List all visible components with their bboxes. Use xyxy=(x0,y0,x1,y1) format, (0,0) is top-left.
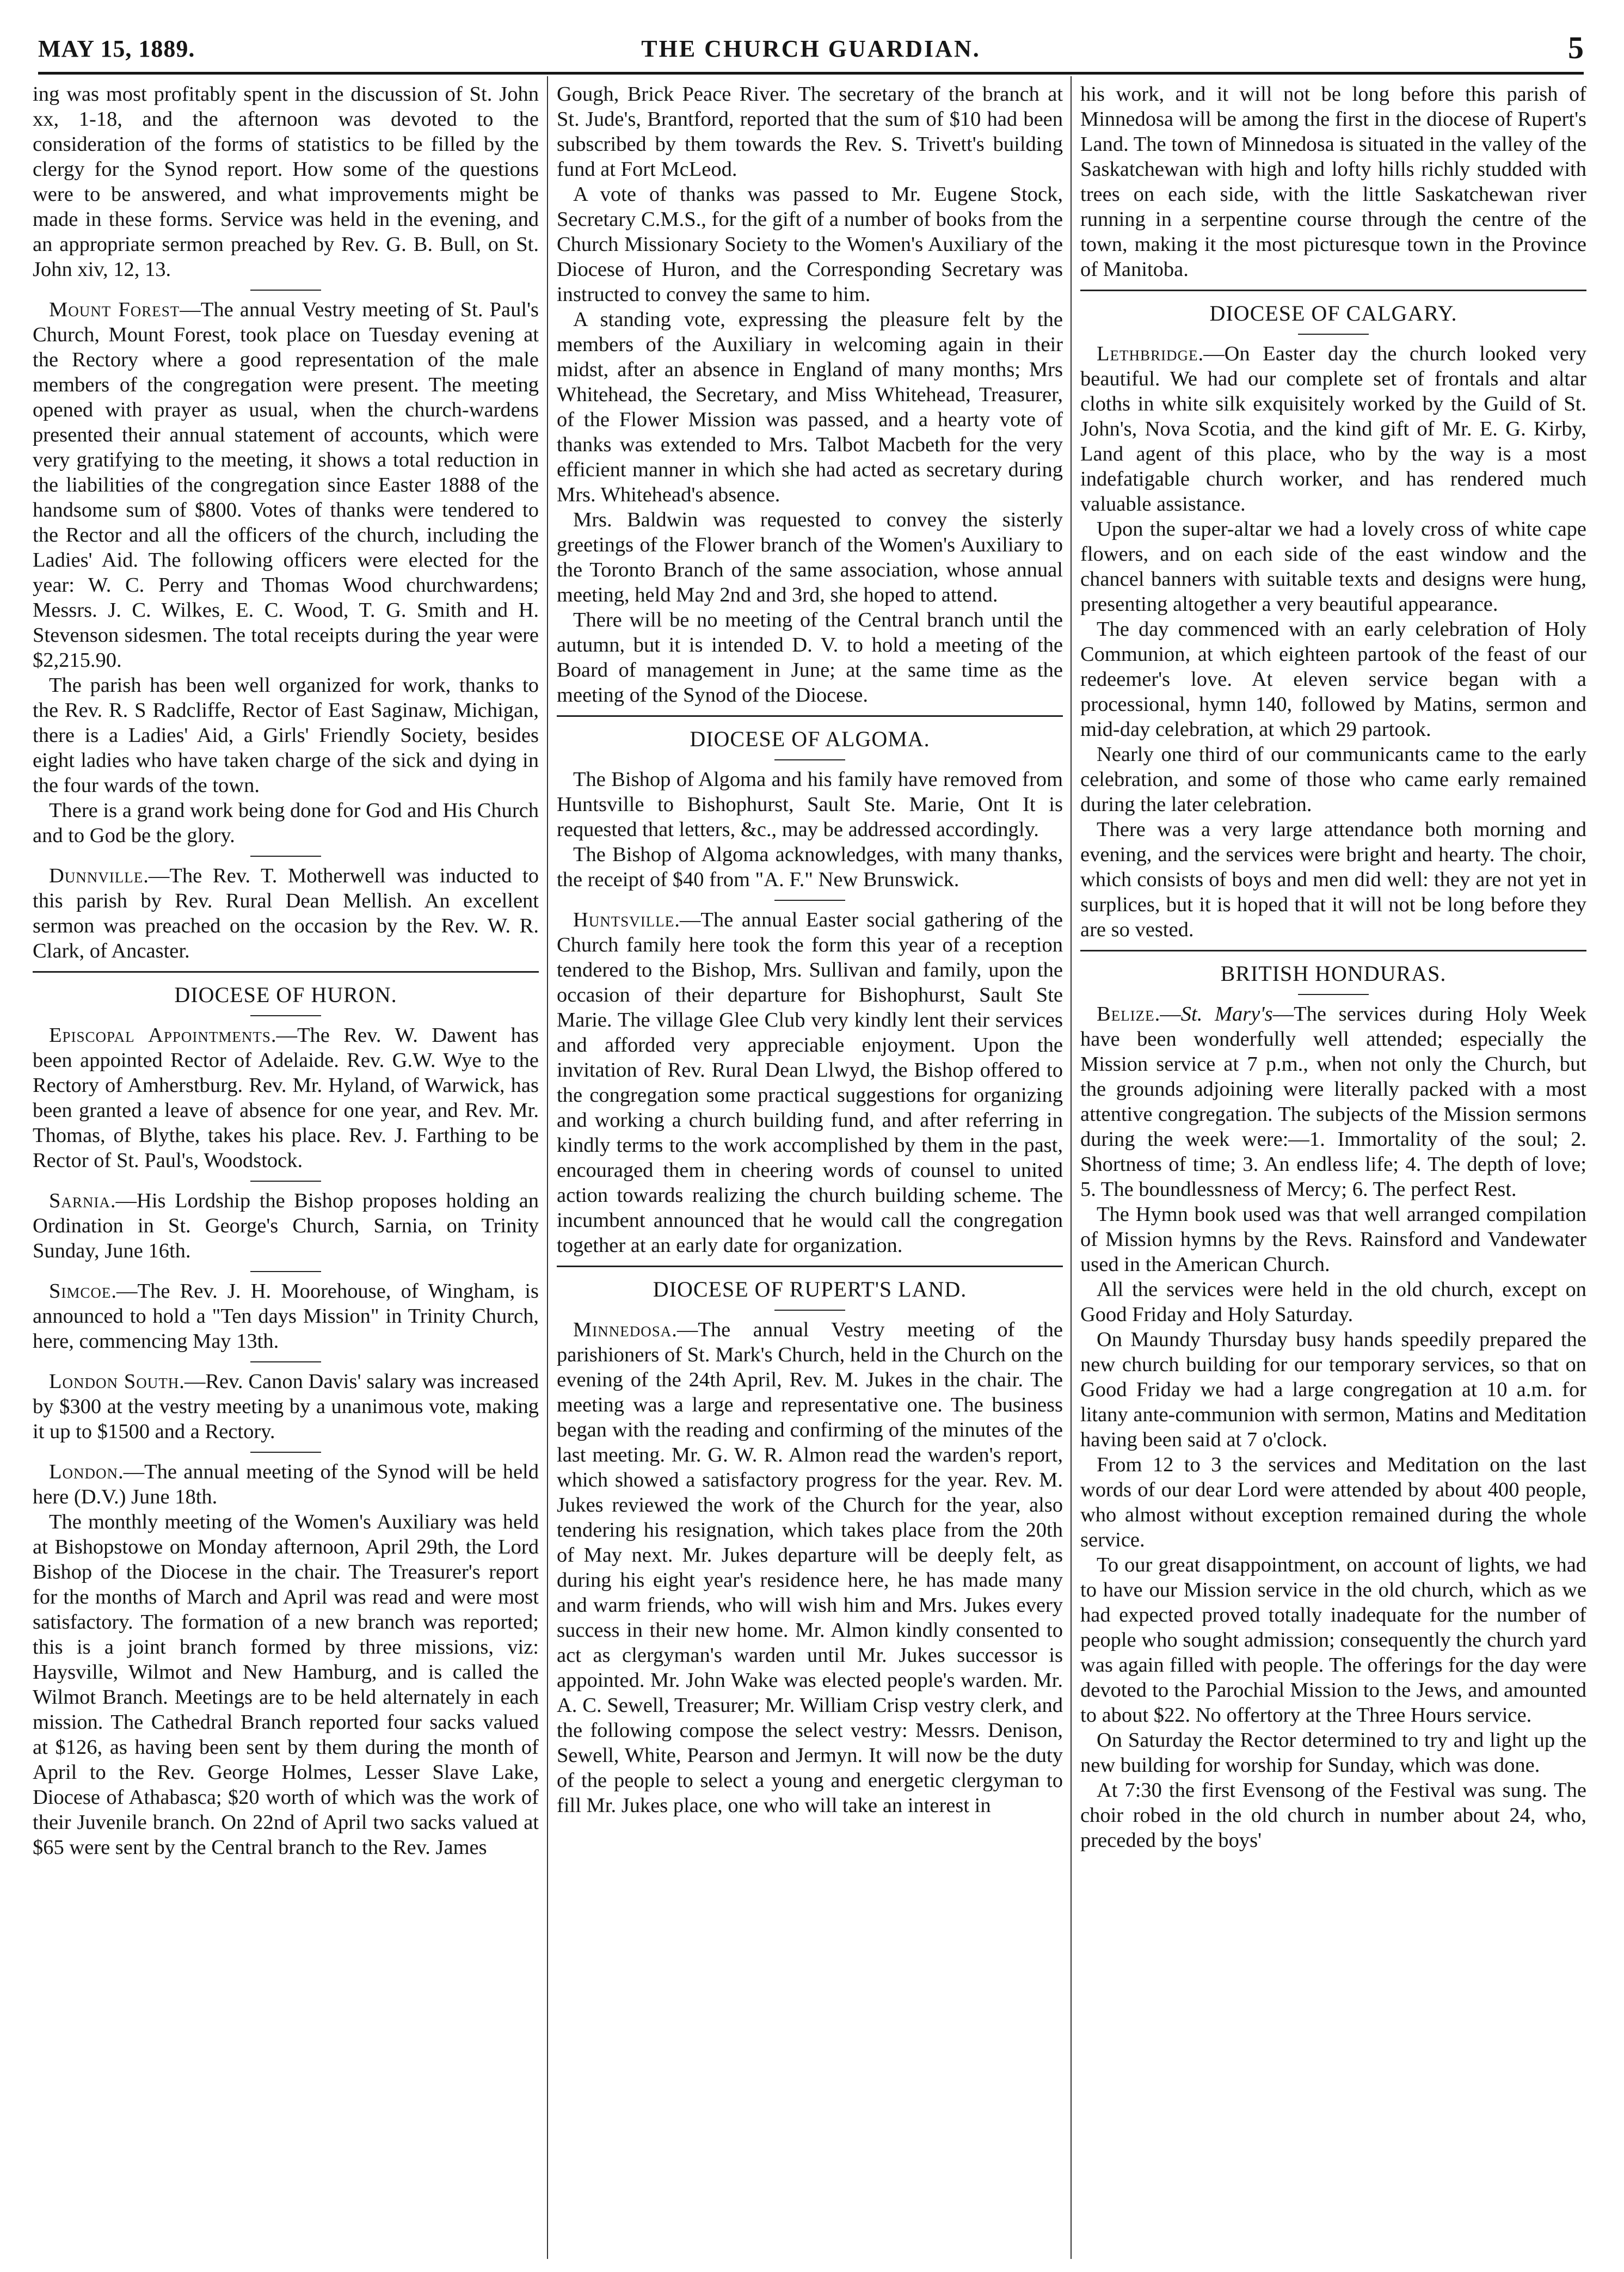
column-1 xyxy=(33,82,539,2253)
separator xyxy=(250,1361,321,1362)
paragraph-text: .—The annual Easter social gathering of the Church family here took the form this year of a reception tendered to the Bishop, Mrs. Sullivan and family, upon the occasion of their departure for Bishophurst, Sault Ste Marie. The village Glee Club very kindly lent their services and afforded very appreciable enjoyment. Upon the invitation of Rev. Rural Dean Llwyd, the Bishop offered to the congregation some practical suggestions for organizing and working a church building fund, and after referring in kindly terms to the work accomplished by them in the past, encouraged them in cheering words of counsel to united action towards realizing the church building scheme. The incumbent announced that he would call the congregation together at an early date for organization. xyxy=(557,908,1063,1257)
section-heading: DIOCESE OF RUPERT'S LAND. xyxy=(653,1277,967,1301)
page-number: 5 xyxy=(1568,30,1584,65)
paragraph-text: .—The annual meeting of the Synod will be held here (D.V.) June 18th. xyxy=(33,1460,539,1508)
place-name: London xyxy=(49,1460,119,1483)
header-rule xyxy=(38,72,1584,75)
separator xyxy=(250,1181,321,1182)
paragraph: The Bishop of Algoma acknowledges, with many thanks, the receipt of $40 from "A. F." New Brunswick. xyxy=(557,843,1063,891)
paragraph xyxy=(33,1459,539,1509)
paragraph: The Bishop of Algoma and his family have removed from Huntsville to Bishophurst, Sault Ste. Marie, Ont It is requested that letters, &c., may be addressed accordingly. xyxy=(557,768,1063,841)
column-divider xyxy=(1071,76,1072,2259)
punctuation: .— xyxy=(1154,1003,1181,1026)
paragraph: Nearly one third of our communicants came to the early celebration, and some of those who came early remained during the later celebration. xyxy=(1080,743,1586,816)
paragraph-text: .—On Easter day the church looked very beautiful. We had our complete set of frontals and altar cloths in white silk exquisitely worked by the Guild of St. John's, Nova Scotia, and the kind gift of Mr. E. G. Kirby, Land agent of this place, who by the way is a most indefatigable church worker, and has rendered much valuable assistance. xyxy=(1080,342,1586,515)
place-name: Minnedosa xyxy=(573,1318,672,1341)
paragraph xyxy=(1080,341,1586,517)
section-rule xyxy=(1080,950,1586,951)
separator xyxy=(1298,334,1369,335)
paragraph: Upon the super-altar we had a lovely cross of white cape flowers, and on each side of the east window and the chancel banners with suitable texts and designs were hung, presenting altogether a very beautiful appearance. xyxy=(1080,518,1586,616)
place-name: Sarnia xyxy=(49,1189,110,1212)
place-name: Huntsville xyxy=(573,908,675,931)
separator xyxy=(250,856,321,857)
place-name: Dunnville xyxy=(49,864,144,887)
section-rule xyxy=(33,971,539,973)
paragraph xyxy=(1080,1002,1586,1202)
section-heading: BRITISH HONDURAS. xyxy=(1220,961,1447,986)
paragraph-text: .—The Rev. J. H. Moorehouse, of Wingham, is announced to hold a "Ten days Mission" in Trinity Church, here, commencing May 13th. xyxy=(33,1280,539,1353)
paragraph-text: .—The Rev. W. Dawent has been appointed Rector of Adelaide. Rev. G.W. Wye to the Rectory of Amherstburg. Rev. Mr. Hyland, of Warwick, has been granted a leave of absence for one year, and Rev. Mr. Thomas, of Blythe, takes his place. Rev. J. Farthing to be Rector of St. Paul's, Woodstock. xyxy=(33,1024,539,1172)
paragraph-text: —The services during Holy Week have been wonderfully well attended; especially the Mission service at 7 p.m., when not only the Church, but the grounds adjoining were literally packed with a most attentive congregation. The subjects of the Mission sermons during the week were:—1. Immortality of the soul; 2. Shortness of time; 3. An endless life; 4. The depth of love; 5. The boundlessness of Mercy; 6. The perfect Rest. xyxy=(1080,1003,1586,1201)
paragraph xyxy=(33,863,539,963)
paragraph xyxy=(557,1317,1063,1818)
column-2 xyxy=(557,82,1063,2253)
place-name: Belize xyxy=(1097,1003,1155,1026)
paragraph xyxy=(33,297,539,673)
paragraph-text: —The annual Vestry meeting of St. Paul's Church, Mount Forest, took place on Tuesday evening at the Rectory where a good representation of the male members of the congregation were present. The meeting opened with prayer as usual, when the church-wardens presented their annual statement of accounts, which were very gratifying to the meeting, it shows a total reduction in the liabilities of the congregation since Easter 1888 of the handsome sum of $800. Votes of thanks were tendered to the Rector and all the officers of the church, including the Ladies' Aid. The following officers were elected for the year: W. C. Perry and Thomas Wood churchwardens; Messrs. J. C. Wilkes, E. C. Wood, T. G. Smith and H. Stevenson sidesmen. The total receipts during the year were $2,215.90. xyxy=(33,298,539,672)
section-heading: DIOCESE OF HURON. xyxy=(174,983,397,1007)
section-rule xyxy=(557,1266,1063,1267)
paragraph: On Saturday the Rector determined to try and light up the new building for worship for Sunday, which was done. xyxy=(1080,1729,1586,1777)
place-name: Lethbridge xyxy=(1097,342,1198,365)
paragraph-text: .—The Rev. T. Motherwell was inducted to this parish by Rev. Rural Dean Mellish. An excellent sermon was preached on the occasion by the Rev. W. R. Clark, of Ancaster. xyxy=(33,864,539,962)
paragraph-text: .—His Lordship the Bishop proposes holding an Ordination in St. George's Church, Sarnia, on Trinity Sunday, June 16th. xyxy=(33,1189,539,1262)
separator xyxy=(774,900,845,901)
paragraph: A vote of thanks was passed to Mr. Eugene Stock, Secretary C.M.S., for the gift of a number of books from the Church Missionary Society to the Women's Auxiliary of the Diocese of Huron, and the Corresponding Secretary was instructed to convey the same to him. xyxy=(557,183,1063,306)
paragraph xyxy=(557,907,1063,1258)
separator xyxy=(250,290,321,291)
column-3 xyxy=(1080,82,1586,2253)
issue-date: MAY 15, 1889. xyxy=(38,35,195,62)
column-divider xyxy=(547,76,548,2259)
paragraph xyxy=(33,1369,539,1444)
paragraph: From 12 to 3 the services and Meditation on the last words of our dear Lord were attended by about 400 people, who almost without exception remained during the whole service. xyxy=(1080,1453,1586,1551)
section-heading: DIOCESE OF ALGOMA. xyxy=(690,727,930,751)
section-heading: DIOCESE OF CALGARY. xyxy=(1209,301,1457,326)
paragraph: At 7:30 the first Evensong of the Festival was sung. The choir robed in the old church in number about 24, who, preceded by the boys' xyxy=(1080,1779,1586,1852)
place-name: Episcopal Appointments xyxy=(49,1024,271,1047)
paragraph: There was a very large attendance both morning and evening, and the services were bright and hearty. The choir, which consists of boys and men did well: they are not yet in surplices, but it is hoped that it will not be long before they are so vested. xyxy=(1080,818,1586,941)
paragraph: To our great disappointment, on account of lights, we had to have our Mission service in the old church, which as we had expected proved totally inadequate for the number of people who sought admission; consequently the church yard was again filled with people. The offerings for the day were devoted to the Parochial Mission to the Jews, and amounted to about $22. No offertory at the Three Hours service. xyxy=(1080,1553,1586,1727)
separator xyxy=(250,1015,321,1016)
newspaper-title: THE CHURCH GUARDIAN. xyxy=(641,35,981,62)
separator xyxy=(250,1271,321,1272)
separator xyxy=(774,759,845,760)
paragraph xyxy=(33,1279,539,1354)
paragraph: All the services were held in the old church, except on Good Friday and Holy Saturday. xyxy=(1080,1278,1586,1326)
paragraph: The day commenced with an early celebration of Holy Communion, at which eighteen partook of the feast of our redeemer's love. At eleven service began with a processional, hymn 140, followed by Matins, sermon and mid-day celebration, at which 29 partook. xyxy=(1080,618,1586,741)
paragraph: A standing vote, expressing the pleasure felt by the members of the Auxiliary in welcoming again in their midst, after an absence in England of many months; Mrs Whitehead, the Secretary, and Miss Whitehead, Treasurer, of the Flower Mission was passed, and a hearty vote of thanks was extended to Mrs. Talbot Macbeth for the very efficient manner in which she had acted as secretary during Mrs. Whitehead's absence. xyxy=(557,308,1063,506)
paragraph xyxy=(33,1023,539,1173)
paragraph: his work, and it will not be long before this parish of Minnedosa will be among the first in the diocese of Rupert's Land. The town of Minnedosa is situated in the valley of the Saskatchewan with high and lofty hills richly studded with trees on each side, with the little Saskatchewan river running in a serpentine course through the centre of the town, making it the most picturesque town in the Province of Manitoba. xyxy=(1080,83,1586,281)
place-name: Simcoe xyxy=(49,1280,112,1303)
separator xyxy=(1298,994,1369,995)
paragraph: On Maundy Thursday busy hands speedily prepared the new church building for our temporary services, so that on Good Friday we had a large congregation at 10 a.m. for litany ante-communion with sermon, Matins and Meditation having been said at 7 o'clock. xyxy=(1080,1328,1586,1451)
masthead xyxy=(38,22,1584,71)
paragraph: There will be no meeting of the Central branch until the autumn, but it is intended D. V. to hold a meeting of the Board of management in June; at the same time as the meeting of the Synod of the Diocese. xyxy=(557,609,1063,707)
section-rule xyxy=(1080,290,1586,291)
paragraph: The Hymn book used was that well arranged compilation of Mission hymns by the Revs. Rainsford and Vandewater used in the American Church. xyxy=(1080,1203,1586,1276)
paragraph xyxy=(33,1188,539,1263)
church-name: St. Mary's xyxy=(1180,1003,1273,1026)
paragraph: The parish has been well organized for work, thanks to the Rev. R. S Radcliffe, Rector of East Saginaw, Michigan, there is a Ladies' Aid, a Girls' Friendly Society, besides eight ladies who have taken charge of the sick and dying in the four wards of the town. xyxy=(33,674,539,797)
paragraph: The monthly meeting of the Women's Auxiliary was held at Bishopstowe on Monday afternoon, April 29th, the Lord Bishop of the Diocese in the chair. The Treasurer's report for the months of March and April was read and were most satisfactory. The formation of a new branch was reported; this is a joint branch formed by three missions, viz: Haysville, Wilmot and New Hamburg, and is called the Wilmot Branch. Meetings are to be held alternately in each mission. The Cathedral Branch reported four sacks valued at $126, as having been sent by them during the month of April to the Rev. George Holmes, Lesser Slave Lake, Diocese of Athabasca; $20 worth of which was the work of their Juvenile branch. On 22nd of April two sacks valued at $65 were sent by the Central branch to the Rev. James xyxy=(33,1510,539,1859)
place-name: Mount Forest xyxy=(49,298,180,321)
paragraph: There is a grand work being done for God and His Church and to God be the glory. xyxy=(33,799,539,847)
paragraph-text: .—The annual Vestry meeting of the parishioners of St. Mark's Church, held in the Church on the evening of the 24th April, Rev. M. Jukes in the chair. The meeting was a large and representative one. The business began with the reading and confirming of the minutes of the last meeting. Mr. G. W. R. Almon read the warden's report, which showed a satisfactory progress for the year. Rev. M. Jukes reviewed the work of the Church for the year, also tendering his resignation, which takes place from the 20th of May next. Mr. Jukes departure will be deeply felt, as during his eight year's residence here, he has made many and warm friends, who will wish him and Mrs. Jukes every success in their new home. Mr. Almon kindly consented to act as clergyman's warden until Mr. Jukes successor is appointed. Mr. John Wake was elected people's warden. Mr. A. C. Sewell, Treasurer; Mr. William Crisp vestry clerk, and the following compose the select vestry: Messrs. Denison, Sewell, White, Pearson and Jermyn. It will now be the duty of the people to select a young and energetic clergyman to fill Mr. Jukes place, one who will take an interest in xyxy=(557,1318,1063,1817)
separator xyxy=(774,1310,845,1311)
separator xyxy=(250,1452,321,1453)
paragraph-text: .—Rev. Canon Davis' salary was increased by $300 at the vestry meeting by a unanimous vote, making it up to $1500 and a Rectory. xyxy=(33,1370,539,1443)
section-rule xyxy=(557,715,1063,717)
place-name: London South xyxy=(49,1370,180,1393)
paragraph: ing was most profitably spent in the discussion of St. John xx, 1-18, and the afternoon was devoted to the consideration of the forms of statistics to be filled by the clergy for the Synod report. How some of the questions were to be answered, and what improvements might be made in these forms. Service was held in the evening, and an appropriate sermon preached by Rev. G. B. Bull, on St. John xiv, 12, 13. xyxy=(33,83,539,281)
paragraph: Mrs. Baldwin was requested to convey the sisterly greetings of the Flower branch of the Women's Auxiliary to the Toronto Branch of the same association, whose annual meeting, held May 2nd and 3rd, she hoped to attend. xyxy=(557,508,1063,606)
paragraph: Gough, Brick Peace River. The secretary of the branch at St. Jude's, Brantford, reported that the sum of $10 had been subscribed by them towards the Rev. S. Trivett's building fund at Fort McLeod. xyxy=(557,83,1063,181)
